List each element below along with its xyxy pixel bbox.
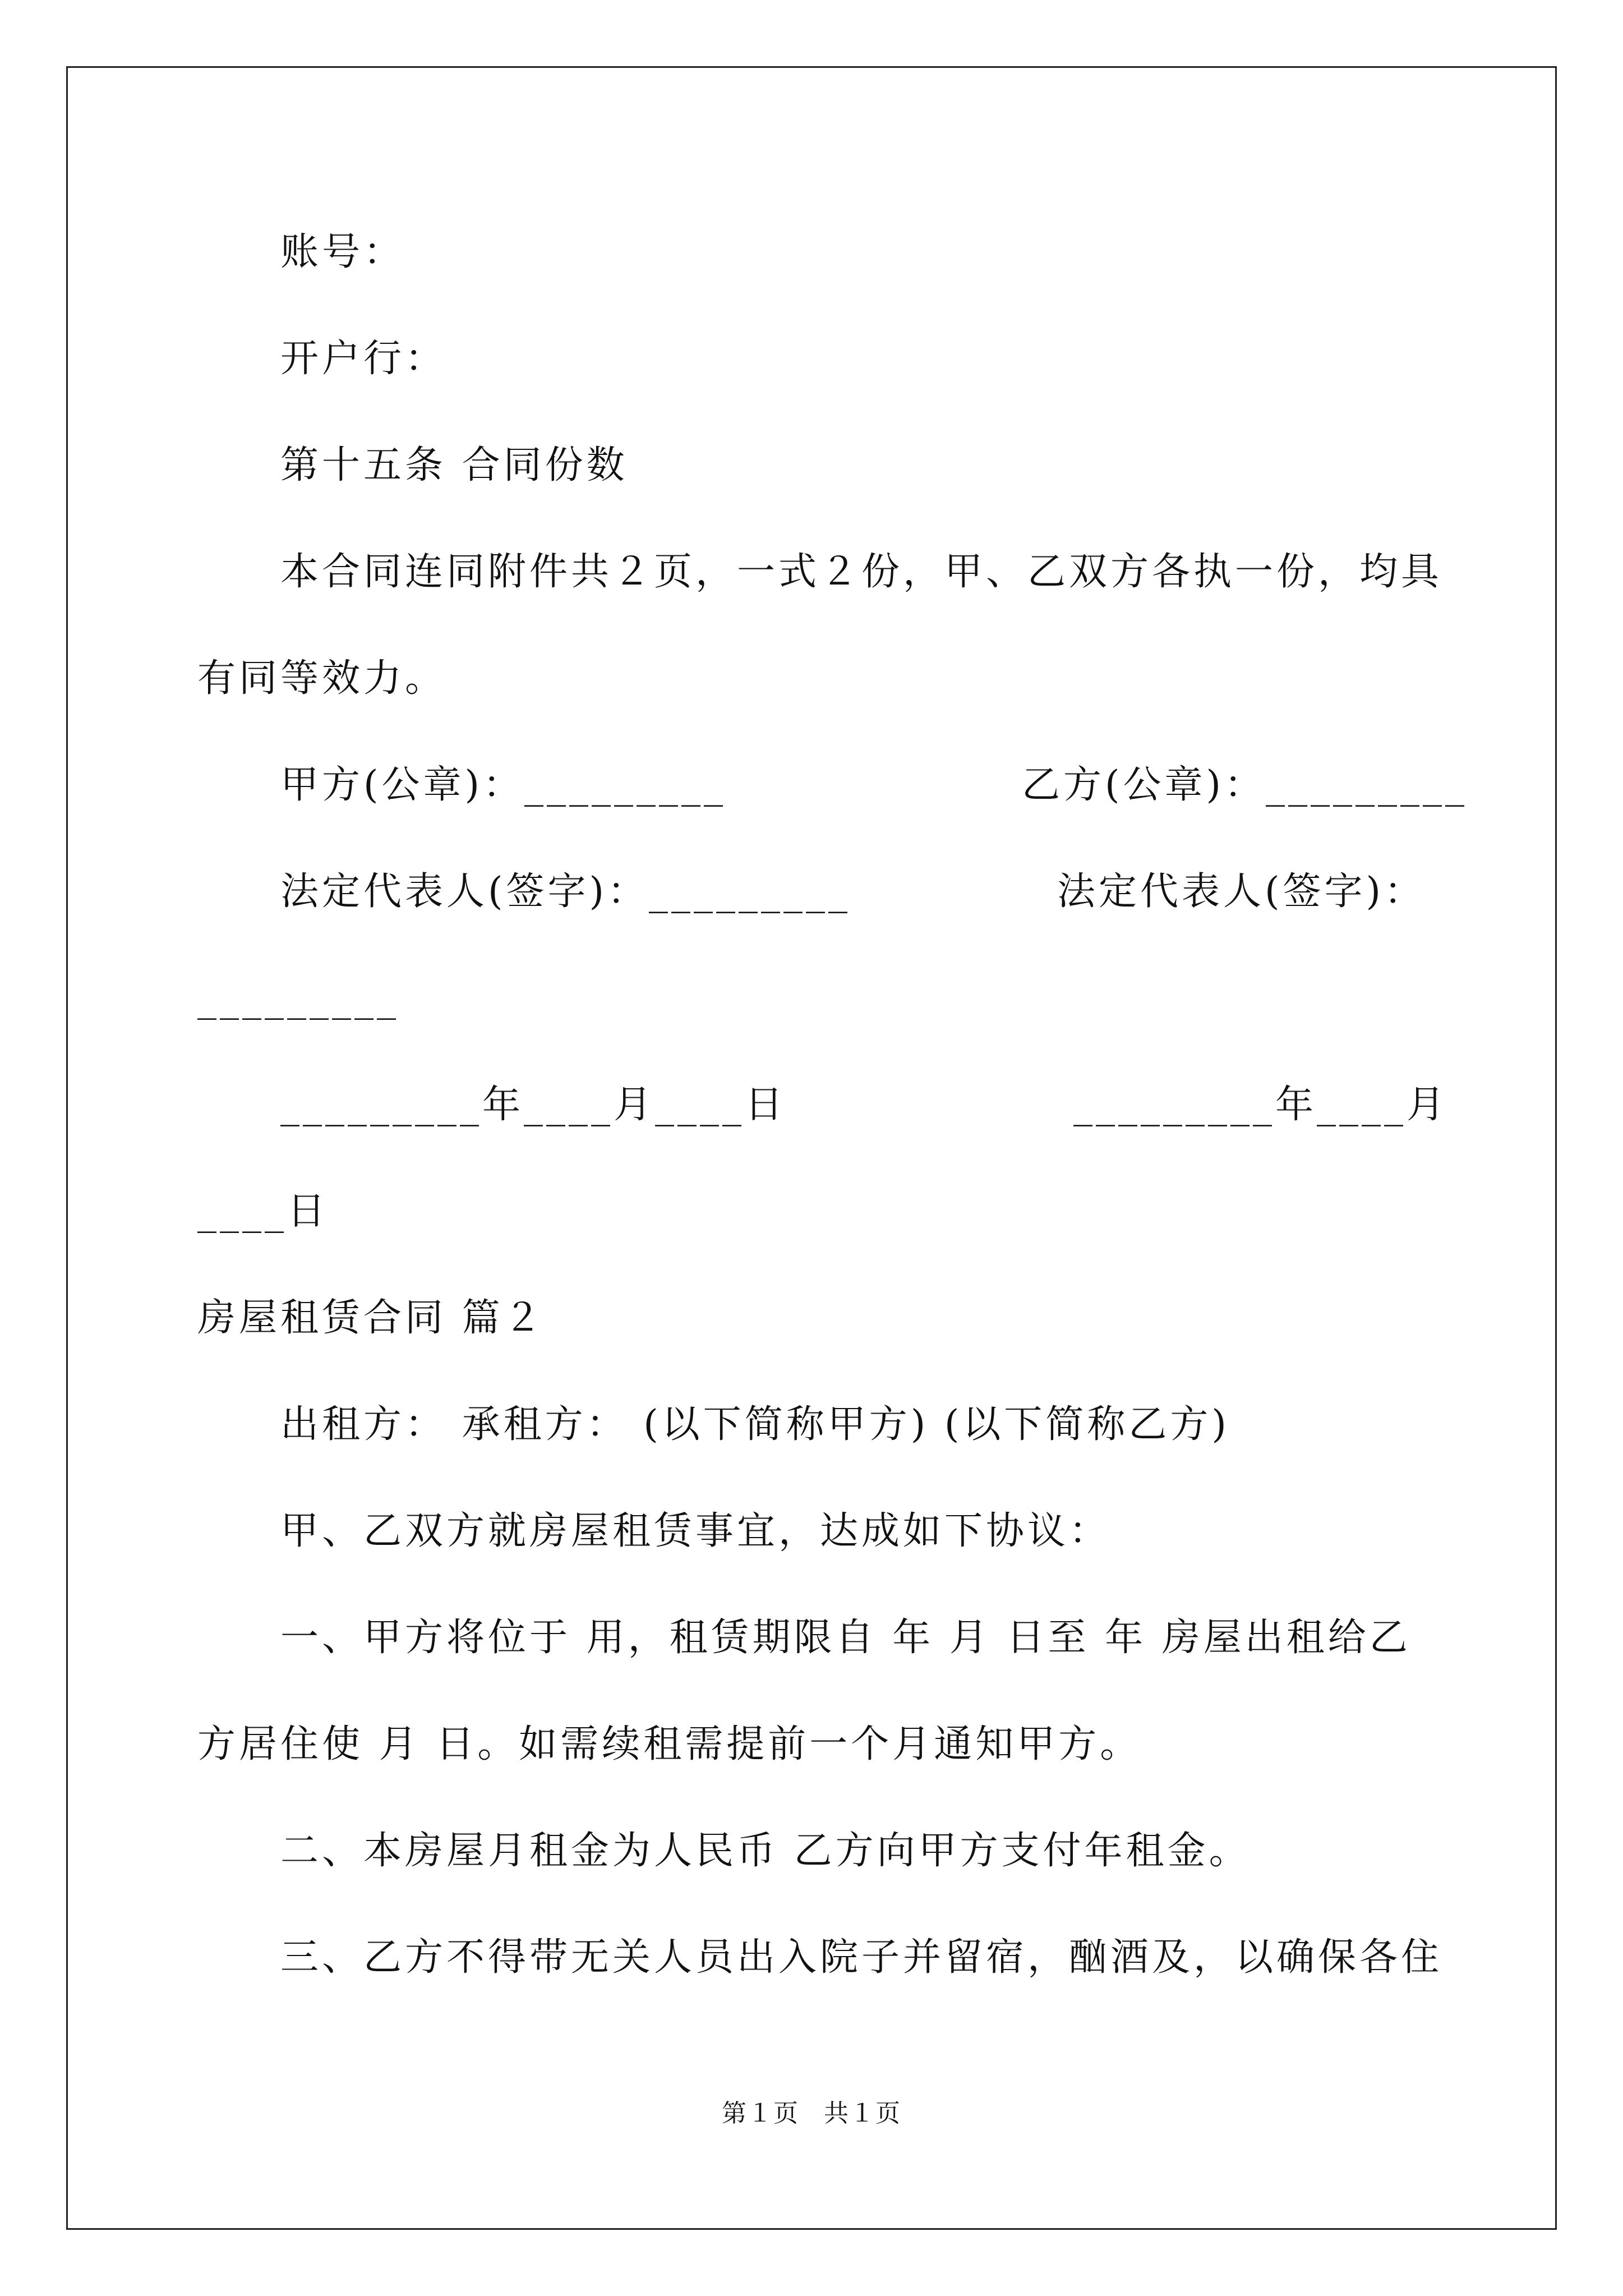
page-number-current: 第１页 — [722, 2099, 799, 2128]
clause-1-line-2: 方居住使 月 日。如需续租需提前一个月通知甲方。 — [197, 1722, 1142, 1766]
party-a-date: _________年____月____日 — [280, 1083, 787, 1127]
clause-3: 三、乙方不得带无关人员出入院子并留宿，酗酒及，以确保各住 — [280, 1935, 1443, 1980]
bank-line: 开户行： — [280, 337, 447, 381]
party-a-seal: 甲方(公章)：_________ — [280, 763, 727, 807]
parties-line: 出租方： 承租方： (以下简称甲方) (以下简称乙方) — [280, 1402, 1230, 1447]
article-15-title: 第十五条 合同份数 — [280, 443, 628, 487]
article-15-text-line-1: 本合同连同附件共２页，一式２份，甲、乙双方各执一份，均具 — [280, 550, 1443, 594]
page-number-total: 共１页 — [824, 2099, 901, 2128]
party-b-seal: 乙方(公章)：_________ — [1022, 763, 1468, 807]
article-15-text-line-2: 有同等效力。 — [197, 656, 447, 701]
party-b-representative-blank: _________ — [197, 976, 399, 1020]
party-b-date-day: ____日 — [197, 1189, 329, 1234]
party-b-date: _________年____月 — [1073, 1083, 1449, 1127]
party-a-representative: 法定代表人(签字)：_________ — [280, 869, 851, 914]
contract-2-title: 房屋租赁合同 篇２ — [197, 1296, 545, 1340]
account-line: 账号： — [280, 230, 405, 274]
clause-1-line-1: 一、甲方将位于 用，租赁期限自 年 月 日至 年 房屋出租给乙 — [280, 1616, 1411, 1660]
page-border — [66, 66, 1557, 2230]
agreement-intro: 甲、乙双方就房屋租赁事宜，达成如下协议： — [280, 1509, 1111, 1553]
party-b-representative: 法定代表人(签字)： — [1057, 869, 1426, 914]
page-footer — [0, 2098, 1623, 2129]
clause-2: 二、本房屋月租金为人民币 乙方向甲方支付年租金。 — [280, 1829, 1251, 1873]
